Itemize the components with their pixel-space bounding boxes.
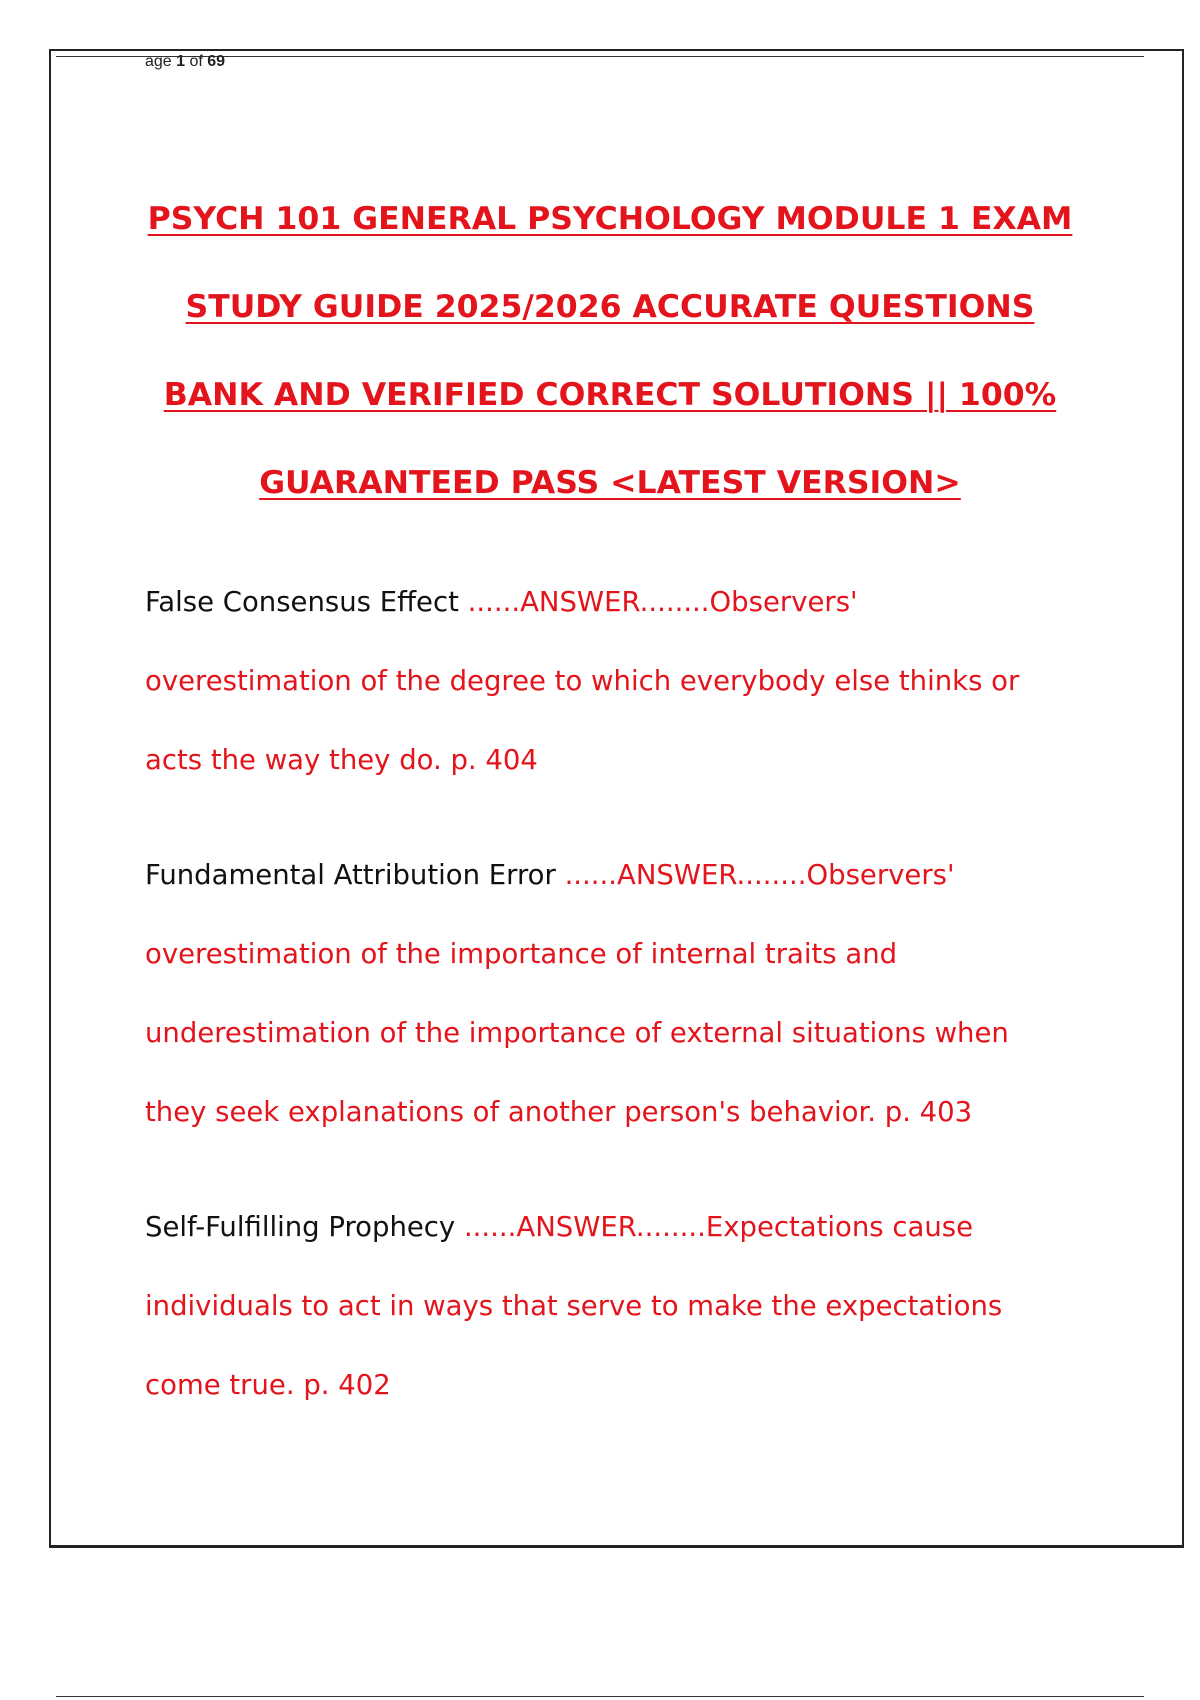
entry-term: Fundamental Attribution Error — [145, 859, 565, 891]
entry-term: False Consensus Effect — [145, 586, 468, 618]
entry-answer-text: ......ANSWER........Observers' — [467, 586, 858, 618]
entry-term: Self-Fulfilling Prophecy — [145, 1211, 464, 1243]
entry-answer-text: overestimation of the importance of internal traits and — [145, 938, 898, 970]
entry-answer-text: come true. p. 402 — [145, 1369, 391, 1401]
qa-entries — [145, 563, 1145, 1461]
page-prefix: age — [145, 53, 177, 70]
title-line-text: PSYCH 101 GENERAL PSYCHOLOGY MODULE 1 EXAM — [147, 201, 1073, 237]
title-line — [110, 351, 1110, 439]
entry-first-line — [145, 836, 1145, 915]
page-of: of — [185, 53, 208, 70]
entry-answer-text: individuals to act in ways that serve to make the expectations — [145, 1290, 1003, 1322]
page-current: 1 — [176, 53, 186, 70]
title-line — [110, 439, 1110, 527]
entry-answer-text: ......ANSWER........Expectations cause — [463, 1211, 974, 1243]
entry-answer-text: acts the way they do. p. 404 — [145, 744, 538, 776]
title-line — [110, 175, 1110, 263]
bottom-rule — [56, 1696, 1144, 1697]
title-line — [110, 263, 1110, 351]
entry-first-line — [145, 563, 1145, 642]
title-line-text: BANK AND VERIFIED CORRECT SOLUTIONS || 100% — [163, 377, 1057, 413]
entry-answer-text: overestimation of the degree to which everybody else thinks or — [145, 665, 1020, 697]
qa-entry-self-fulfilling — [145, 1188, 1145, 1425]
page-number — [145, 53, 225, 71]
title-line-text: STUDY GUIDE 2025/2026 ACCURATE QUESTIONS — [185, 289, 1035, 325]
page-total: 69 — [207, 53, 226, 70]
title-line-text: GUARANTEED PASS <LATEST VERSION> — [259, 465, 961, 501]
entry-first-line — [145, 1188, 1145, 1267]
entry-answer-text: they seek explanations of another person's behavior. p. 403 — [145, 1096, 973, 1128]
document-title — [110, 175, 1110, 527]
entry-answer-text: ......ANSWER........Observers' — [564, 859, 955, 891]
qa-entry-false-consensus — [145, 563, 1145, 800]
qa-entry-fundamental-attribution — [145, 836, 1145, 1152]
entry-answer-text: underestimation of the importance of external situations when — [145, 1017, 1009, 1049]
